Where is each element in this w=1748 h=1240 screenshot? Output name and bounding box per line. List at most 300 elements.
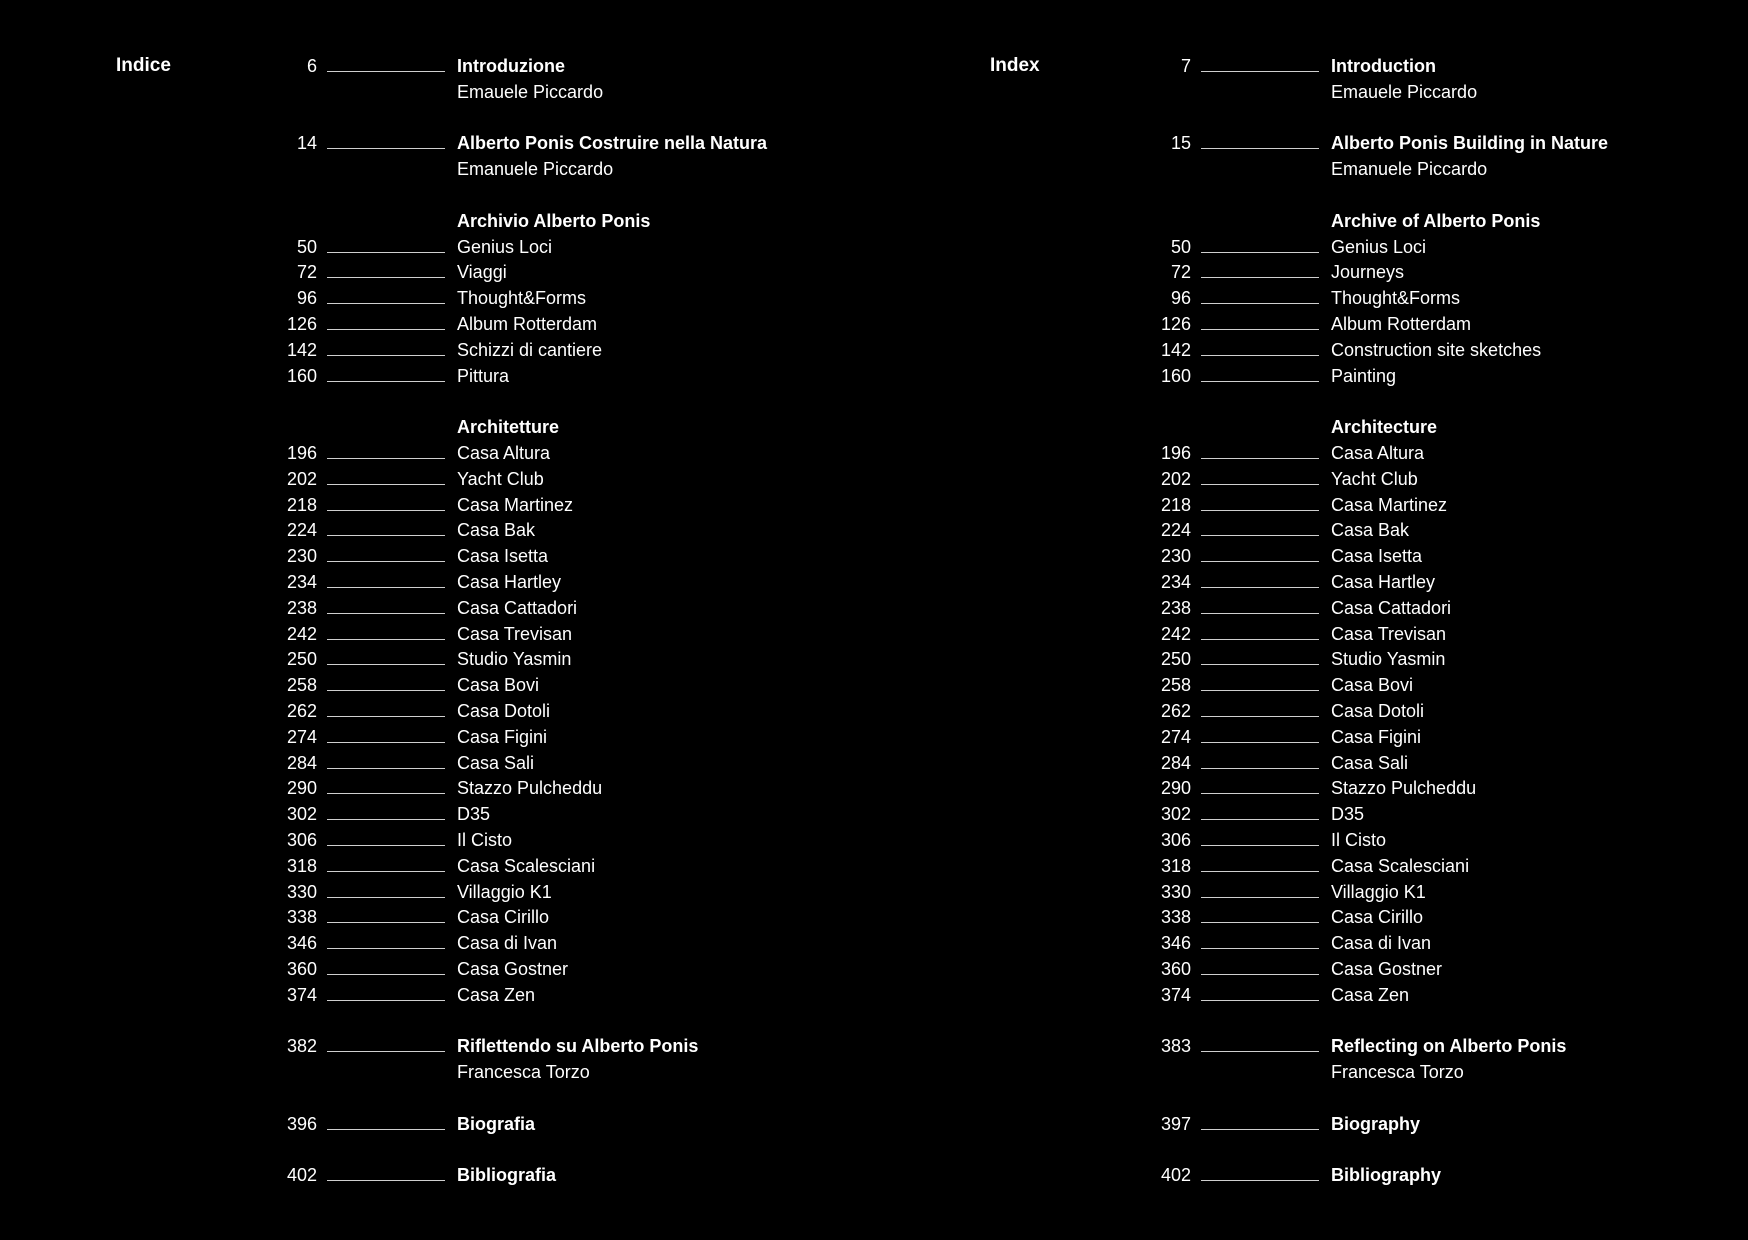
page-number: 306 (1160, 829, 1191, 850)
page-number: 50 (296, 236, 317, 257)
entry-title: Schizzi di cantiere (457, 339, 603, 360)
leader-line (1201, 587, 1319, 588)
page-number: 238 (286, 597, 317, 618)
leader-line (1201, 561, 1319, 562)
entry-title: Casa Trevisan (1331, 623, 1447, 644)
page-number: 238 (1160, 597, 1191, 618)
entry-title: Journeys (1331, 262, 1405, 283)
toc-entry (874, 622, 1748, 648)
toc-entry (874, 157, 1748, 183)
leader-line (327, 690, 445, 691)
toc-entry (0, 209, 874, 235)
leader-line (1201, 355, 1319, 356)
toc-entry (874, 260, 1748, 286)
toc-entry (0, 828, 874, 854)
page-number: 306 (286, 829, 317, 850)
toc-entry (874, 1112, 1748, 1138)
toc-spacer (874, 389, 1748, 415)
toc-entry (874, 802, 1748, 828)
leader-line (1201, 1000, 1319, 1001)
leader-line (1201, 1180, 1319, 1181)
section-heading: Reflecting on Alberto Ponis (1331, 1036, 1567, 1057)
page-number: 234 (1160, 571, 1191, 592)
entry-title: Casa Zen (457, 984, 536, 1005)
section-heading: Architetture (457, 417, 560, 438)
toc-entry (874, 209, 1748, 235)
leader-line (327, 948, 445, 949)
leader-line (327, 845, 445, 846)
entry-title: Emanuele Piccardo (1331, 159, 1488, 180)
toc-entry (0, 699, 874, 725)
leader-line (327, 303, 445, 304)
toc-entry (0, 880, 874, 906)
leader-line (327, 1180, 445, 1181)
page-number: 72 (1170, 262, 1191, 283)
leader-line (327, 819, 445, 820)
entry-title: Studio Yasmin (1331, 649, 1446, 670)
entry-title: Villaggio K1 (457, 881, 552, 902)
page-number: 160 (286, 365, 317, 386)
leader-line (1201, 458, 1319, 459)
entry-title: Pittura (457, 365, 510, 386)
toc-entry (0, 1034, 874, 1060)
entry-title: Casa Bovi (457, 675, 540, 696)
toc-entry (874, 493, 1748, 519)
page-number: 302 (1160, 804, 1191, 825)
entry-title: Casa Figini (457, 726, 548, 747)
entry-title: Casa Zen (1331, 984, 1410, 1005)
toc-entry (0, 802, 874, 828)
leader-line (327, 1000, 445, 1001)
page-number: 318 (1160, 855, 1191, 876)
toc-entry (874, 1163, 1748, 1189)
entry-title: Casa Isetta (457, 546, 549, 567)
entry-title: Yacht Club (1331, 468, 1418, 489)
page-number: 360 (286, 958, 317, 979)
toc-entry (0, 983, 874, 1009)
entry-title: Casa Martinez (1331, 494, 1448, 515)
toc-spacer (0, 1137, 874, 1163)
index-title-english: Index (990, 55, 1040, 76)
entry-title: Francesca Torzo (1331, 1062, 1464, 1083)
toc-entry (874, 1034, 1748, 1060)
toc-entry (0, 157, 874, 183)
entry-title: Casa Bak (1331, 520, 1410, 541)
leader-line (327, 587, 445, 588)
section-heading: Introduzione (457, 56, 565, 76)
toc-entry (874, 518, 1748, 544)
toc-entry (0, 673, 874, 699)
page-number: 274 (286, 726, 317, 747)
leader-line (327, 277, 445, 278)
leader-line (327, 742, 445, 743)
section-heading: Bibliography (1331, 1165, 1442, 1186)
page-number: 15 (1170, 133, 1191, 154)
toc-entry (874, 441, 1748, 467)
leader-line (1201, 1129, 1319, 1130)
page-number: 402 (1160, 1165, 1191, 1186)
toc-entry (874, 905, 1748, 931)
page-number: 160 (1160, 365, 1191, 386)
page-number: 196 (286, 442, 317, 463)
leader-line (327, 252, 445, 253)
section-heading: Alberto Ponis Costruire nella Natura (457, 133, 768, 154)
page-number: 290 (286, 778, 317, 799)
entry-title: Il Cisto (1331, 829, 1387, 850)
entry-title: Casa Gostner (1331, 958, 1443, 979)
entry-title: Casa Scalesciani (1331, 855, 1470, 876)
toc-entry (0, 441, 874, 467)
entry-title: Casa Figini (1331, 726, 1422, 747)
entry-title: Francesca Torzo (457, 1062, 590, 1083)
toc-entry (874, 312, 1748, 338)
leader-line (327, 871, 445, 872)
leader-line (327, 71, 445, 72)
entry-title: Casa Isetta (1331, 546, 1423, 567)
entry-title: Casa Gostner (457, 958, 569, 979)
page-number: 290 (1160, 778, 1191, 799)
page-number: 302 (286, 804, 317, 825)
entry-title: D35 (457, 804, 491, 825)
leader-line (327, 922, 445, 923)
toc-entry (874, 880, 1748, 906)
entry-title: Casa Altura (1331, 442, 1425, 463)
toc-entry (874, 54, 1748, 80)
toc-entry (0, 260, 874, 286)
leader-line (1201, 329, 1319, 330)
entry-title: Casa Scalesciani (457, 855, 596, 876)
entry-title: Genius Loci (457, 236, 553, 257)
toc-entry (0, 854, 874, 880)
page-number: 218 (1160, 494, 1191, 515)
leader-line (327, 664, 445, 665)
leader-line (327, 510, 445, 511)
page-number: 14 (296, 133, 317, 154)
toc-spacer (0, 389, 874, 415)
toc-entry (874, 131, 1748, 157)
leader-line (1201, 510, 1319, 511)
leader-line (327, 329, 445, 330)
toc-entry (0, 493, 874, 519)
leader-line (327, 535, 445, 536)
entry-title: Casa Trevisan (457, 623, 573, 644)
entry-title: Casa Dotoli (457, 700, 551, 721)
entry-title: Casa Martinez (457, 494, 574, 515)
page-number: 126 (1160, 313, 1191, 334)
page-number: 242 (286, 623, 317, 644)
entry-title: Album Rotterdam (457, 313, 598, 334)
page-number: 202 (286, 468, 317, 489)
toc-spacer (874, 1008, 1748, 1034)
entry-title: Stazzo Pulcheddu (1331, 778, 1477, 799)
page-number: 330 (1160, 881, 1191, 902)
page-number: 330 (286, 881, 317, 902)
section-heading: Riflettendo su Alberto Ponis (457, 1036, 699, 1057)
entry-title: Casa Cattadori (457, 597, 578, 618)
page-number: 274 (1160, 726, 1191, 747)
toc-entry (874, 338, 1748, 364)
leader-line (327, 381, 445, 382)
toc-entry (0, 776, 874, 802)
entry-title: Painting (1331, 365, 1397, 386)
toc-entry (0, 1163, 874, 1189)
leader-line (1201, 819, 1319, 820)
toc-entry (874, 364, 1748, 390)
entry-title: Emauele Piccardo (457, 81, 604, 102)
leader-line (327, 1129, 445, 1130)
page-number: 383 (1160, 1036, 1191, 1057)
toc-spacer (0, 1008, 874, 1034)
page-number: 318 (286, 855, 317, 876)
page-number: 284 (1160, 752, 1191, 773)
entry-title: Casa Bovi (1331, 675, 1414, 696)
leader-line (327, 793, 445, 794)
section-heading: Biografia (457, 1113, 536, 1134)
toc-spacer (0, 1086, 874, 1112)
leader-line (327, 1051, 445, 1052)
leader-line (1201, 922, 1319, 923)
page-number: 374 (1160, 984, 1191, 1005)
leader-line (1201, 535, 1319, 536)
toc-entry (0, 54, 874, 80)
toc-entry (874, 415, 1748, 441)
page-number: 96 (1170, 288, 1191, 309)
toc-entry (0, 235, 874, 261)
leader-line (1201, 948, 1319, 949)
page-number: 258 (1160, 675, 1191, 696)
leader-line (1201, 793, 1319, 794)
section-heading: Introduction (1331, 56, 1436, 76)
page-number: 382 (286, 1036, 317, 1057)
leader-line (1201, 148, 1319, 149)
toc-entry (874, 931, 1748, 957)
entry-title: Genius Loci (1331, 236, 1427, 257)
entry-title: Casa Dotoli (1331, 700, 1425, 721)
entry-title: Casa Sali (1331, 752, 1409, 773)
toc-entry (874, 699, 1748, 725)
leader-line (1201, 897, 1319, 898)
page-number: 250 (286, 649, 317, 670)
toc-entry (874, 80, 1748, 106)
toc-entry (0, 80, 874, 106)
page-number: 374 (286, 984, 317, 1005)
entry-title: D35 (1331, 804, 1365, 825)
page-number: 258 (286, 675, 317, 696)
page-number: 242 (1160, 623, 1191, 644)
leader-line (1201, 484, 1319, 485)
toc-entry (0, 544, 874, 570)
leader-line (1201, 974, 1319, 975)
toc-spacer (874, 1137, 1748, 1163)
leader-line (1201, 381, 1319, 382)
toc-entry (874, 544, 1748, 570)
leader-line (1201, 664, 1319, 665)
entry-title: Casa di Ivan (1331, 933, 1432, 954)
toc-entry (874, 983, 1748, 1009)
toc-entry (0, 725, 874, 751)
leader-line (327, 148, 445, 149)
entry-title: Casa Bak (457, 520, 536, 541)
entry-title: Studio Yasmin (457, 649, 572, 670)
toc-entry (0, 1060, 874, 1086)
toc-entry (0, 570, 874, 596)
leader-line (1201, 690, 1319, 691)
page-number: 50 (1170, 236, 1191, 257)
entry-title: Il Cisto (457, 829, 513, 850)
toc-entry (0, 931, 874, 957)
entry-title: Stazzo Pulcheddu (457, 778, 603, 799)
leader-line (1201, 716, 1319, 717)
page-number: 72 (296, 262, 317, 283)
entry-title: Casa Cirillo (1331, 907, 1424, 928)
toc-entry (874, 828, 1748, 854)
page-number: 230 (1160, 546, 1191, 567)
page-number: 230 (286, 546, 317, 567)
toc-entry (0, 596, 874, 622)
leader-line (1201, 639, 1319, 640)
entry-title: Thought&Forms (1331, 288, 1461, 309)
section-heading: Biography (1331, 1113, 1421, 1134)
leader-line (327, 561, 445, 562)
leader-line (1201, 303, 1319, 304)
leader-line (327, 974, 445, 975)
toc-entry (874, 596, 1748, 622)
toc-entry (0, 312, 874, 338)
leader-line (327, 897, 445, 898)
toc-entry (874, 570, 1748, 596)
leader-line (327, 639, 445, 640)
leader-line (1201, 252, 1319, 253)
toc-entry (874, 751, 1748, 777)
toc-entry (874, 673, 1748, 699)
toc-entry (0, 131, 874, 157)
page-number: 142 (286, 339, 317, 360)
entry-title: Album Rotterdam (1331, 313, 1472, 334)
page-number: 262 (1160, 700, 1191, 721)
toc-spacer (874, 183, 1748, 209)
page-number: 142 (1160, 339, 1191, 360)
page-number: 224 (286, 520, 317, 541)
leader-line (327, 716, 445, 717)
section-heading: Architecture (1331, 417, 1438, 438)
page-number: 126 (286, 313, 317, 334)
leader-line (1201, 871, 1319, 872)
section-heading: Archivio Alberto Ponis (457, 210, 651, 231)
leader-line (327, 458, 445, 459)
entry-title: Casa Sali (457, 752, 535, 773)
page-number: 338 (286, 907, 317, 928)
entry-title: Thought&Forms (457, 288, 587, 309)
toc-entry (0, 467, 874, 493)
toc-entry (874, 286, 1748, 312)
toc-entry (0, 415, 874, 441)
entry-title: Casa Cattadori (1331, 597, 1452, 618)
page-number: 397 (1160, 1113, 1191, 1134)
page-number: 284 (286, 752, 317, 773)
entry-title: Casa Hartley (457, 571, 562, 592)
entry-title: Casa Hartley (1331, 571, 1436, 592)
toc-spacer (0, 106, 874, 132)
page-number: 396 (286, 1113, 317, 1134)
entry-title: Casa di Ivan (457, 933, 558, 954)
page-number: 338 (1160, 907, 1191, 928)
toc-entry (0, 957, 874, 983)
leader-line (1201, 613, 1319, 614)
page-number: 218 (286, 494, 317, 515)
toc-entry (874, 235, 1748, 261)
toc-entry (0, 518, 874, 544)
page-number: 234 (286, 571, 317, 592)
entry-title: Emauele Piccardo (1331, 81, 1478, 102)
section-heading: Alberto Ponis Building in Nature (1331, 133, 1609, 154)
page-number: 7 (1180, 56, 1191, 76)
toc-entry (874, 1060, 1748, 1086)
page-number: 196 (1160, 442, 1191, 463)
leader-line (1201, 1051, 1319, 1052)
entry-title: Casa Altura (457, 442, 551, 463)
entry-title: Villaggio K1 (1331, 881, 1426, 902)
toc-spacer (874, 106, 1748, 132)
toc-entry (874, 957, 1748, 983)
toc-entry (874, 467, 1748, 493)
leader-line (327, 355, 445, 356)
toc-entry (0, 364, 874, 390)
toc-entry (0, 751, 874, 777)
entry-title: Viaggi (457, 262, 507, 283)
page-number: 202 (1160, 468, 1191, 489)
toc-entry (874, 647, 1748, 673)
toc-list-italian (0, 54, 874, 1189)
leader-line (1201, 71, 1319, 72)
page-number: 402 (286, 1165, 317, 1186)
section-heading: Archive of Alberto Ponis (1331, 210, 1541, 231)
page-number: 360 (1160, 958, 1191, 979)
entry-title: Yacht Club (457, 468, 544, 489)
page-number: 224 (1160, 520, 1191, 541)
page-number: 96 (296, 288, 317, 309)
leader-line (1201, 768, 1319, 769)
toc-entry (0, 647, 874, 673)
index-title-italian: Indice (116, 55, 171, 76)
leader-line (1201, 845, 1319, 846)
toc-list-english (874, 54, 1748, 1189)
entry-title: Construction site sketches (1331, 339, 1542, 360)
leader-line (327, 768, 445, 769)
leader-line (327, 613, 445, 614)
page-number: 6 (306, 56, 317, 76)
entry-title: Casa Cirillo (457, 907, 550, 928)
page-number: 262 (286, 700, 317, 721)
leader-line (1201, 277, 1319, 278)
toc-entry (874, 725, 1748, 751)
leader-line (1201, 742, 1319, 743)
toc-entry (0, 905, 874, 931)
entry-title: Emanuele Piccardo (457, 159, 614, 180)
toc-entry (0, 622, 874, 648)
toc-entry (874, 776, 1748, 802)
page-number: 346 (1160, 933, 1191, 954)
section-heading: Bibliografia (457, 1165, 557, 1186)
toc-entry (0, 286, 874, 312)
toc-entry (0, 1112, 874, 1138)
toc-spacer (874, 1086, 1748, 1112)
page-number: 346 (286, 933, 317, 954)
page-number: 250 (1160, 649, 1191, 670)
toc-spacer (0, 183, 874, 209)
toc-entry (874, 854, 1748, 880)
toc-entry (0, 338, 874, 364)
leader-line (327, 484, 445, 485)
